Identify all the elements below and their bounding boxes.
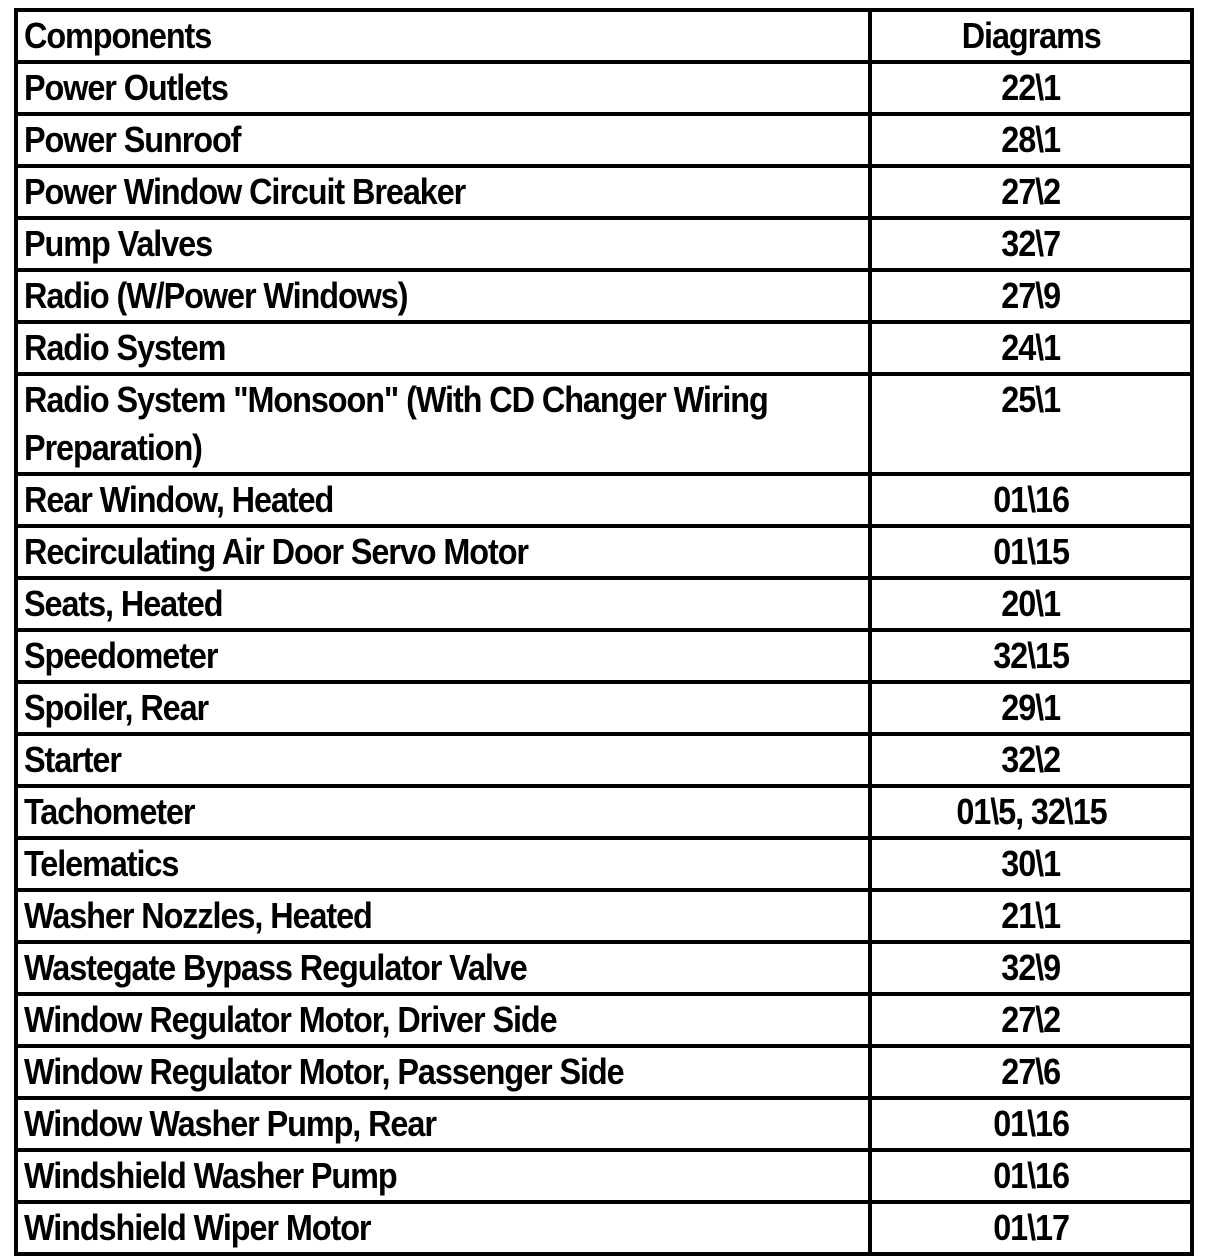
diagram-cell (870, 166, 1192, 218)
table-row (16, 218, 1192, 270)
component-cell (16, 630, 870, 682)
component-text: Power Window Circuit Breaker (24, 171, 466, 212)
components-diagrams-table-wrapper (14, 8, 1190, 1256)
diagram-text: 27\2 (1001, 171, 1061, 212)
component-text: Speedometer (24, 635, 218, 676)
diagram-text: 22\1 (1001, 67, 1061, 108)
diagram-text: 27\9 (1001, 275, 1061, 316)
diagram-cell (870, 890, 1192, 942)
table-row (16, 890, 1192, 942)
component-cell (16, 578, 870, 630)
component-cell (16, 474, 870, 526)
table-row (16, 270, 1192, 322)
header-components-label: Components (24, 15, 212, 56)
component-text: Seats, Heated (24, 583, 223, 624)
component-text: Radio System "Monsoon" (With CD Changer Wiring Preparation) (24, 379, 768, 468)
component-text: Washer Nozzles, Heated (24, 895, 372, 936)
diagram-cell (870, 734, 1192, 786)
component-text: Power Outlets (24, 67, 228, 108)
table-row (16, 994, 1192, 1046)
table-row (16, 942, 1192, 994)
component-text: Starter (24, 739, 121, 780)
table-row (16, 786, 1192, 838)
diagram-cell (870, 838, 1192, 890)
header-components (16, 10, 870, 62)
component-cell (16, 114, 870, 166)
component-text: Pump Valves (24, 223, 213, 264)
diagram-cell (870, 578, 1192, 630)
table-row (16, 630, 1192, 682)
component-cell (16, 942, 870, 994)
component-text: Window Regulator Motor, Driver Side (24, 999, 557, 1040)
diagram-text: 32\7 (1001, 223, 1061, 264)
components-diagrams-table (14, 8, 1194, 1256)
header-diagrams-label: Diagrams (961, 15, 1101, 56)
diagram-cell (870, 786, 1192, 838)
diagram-text: 01\17 (993, 1207, 1069, 1248)
diagram-text: 32\2 (1001, 739, 1061, 780)
component-cell (16, 1202, 870, 1254)
table-row (16, 62, 1192, 114)
diagram-cell (870, 994, 1192, 1046)
table-body (16, 62, 1192, 1254)
component-cell (16, 374, 870, 474)
component-cell (16, 218, 870, 270)
component-cell (16, 270, 870, 322)
component-text: Tachometer (24, 791, 195, 832)
diagram-cell (870, 374, 1192, 474)
component-cell (16, 526, 870, 578)
diagram-text: 27\2 (1001, 999, 1061, 1040)
component-text: Power Sunroof (24, 119, 241, 160)
component-cell (16, 1046, 870, 1098)
diagram-text: 27\6 (1001, 1051, 1061, 1092)
diagram-cell (870, 218, 1192, 270)
diagram-text: 24\1 (1001, 327, 1061, 368)
diagram-text: 01\16 (993, 479, 1069, 520)
diagram-cell (870, 526, 1192, 578)
component-text: Radio (W/Power Windows) (24, 275, 408, 316)
diagram-text: 21\1 (1001, 895, 1061, 936)
table-row (16, 734, 1192, 786)
diagram-cell (870, 1150, 1192, 1202)
component-cell (16, 838, 870, 890)
diagram-cell (870, 630, 1192, 682)
component-text: Window Washer Pump, Rear (24, 1103, 436, 1144)
diagram-cell (870, 1046, 1192, 1098)
table-row (16, 1098, 1192, 1150)
diagram-text: 32\15 (993, 635, 1069, 676)
diagram-cell (870, 270, 1192, 322)
table-row (16, 1046, 1192, 1098)
component-text: Windshield Washer Pump (24, 1155, 397, 1196)
component-cell (16, 786, 870, 838)
table-row (16, 322, 1192, 374)
diagram-text: 20\1 (1001, 583, 1061, 624)
table-row (16, 166, 1192, 218)
component-text: Recirculating Air Door Servo Motor (24, 531, 528, 572)
table-row (16, 578, 1192, 630)
table-row (16, 374, 1192, 474)
component-cell (16, 994, 870, 1046)
diagram-text: 32\9 (1001, 947, 1061, 988)
component-cell (16, 62, 870, 114)
component-text: Radio System (24, 327, 226, 368)
diagram-text: 29\1 (1001, 687, 1061, 728)
component-cell (16, 890, 870, 942)
table-row (16, 114, 1192, 166)
diagram-cell (870, 1098, 1192, 1150)
diagram-text: 01\16 (993, 1103, 1069, 1144)
diagram-text: 30\1 (1001, 843, 1061, 884)
component-cell (16, 322, 870, 374)
component-text: Wastegate Bypass Regulator Valve (24, 947, 527, 988)
table-row (16, 838, 1192, 890)
diagram-text: 01\15 (993, 531, 1069, 572)
diagram-cell (870, 682, 1192, 734)
diagram-cell (870, 942, 1192, 994)
diagram-text: 28\1 (1001, 119, 1061, 160)
table-row (16, 474, 1192, 526)
component-text: Windshield Wiper Motor (24, 1207, 371, 1248)
diagram-text: 25\1 (1001, 379, 1061, 420)
diagram-cell (870, 1202, 1192, 1254)
component-cell (16, 1150, 870, 1202)
table-row (16, 526, 1192, 578)
component-text: Window Regulator Motor, Passenger Side (24, 1051, 624, 1092)
diagram-cell (870, 474, 1192, 526)
diagram-text: 01\5, 32\15 (955, 791, 1107, 832)
component-cell (16, 734, 870, 786)
diagram-cell (870, 322, 1192, 374)
diagram-cell (870, 114, 1192, 166)
diagram-text: 01\16 (993, 1155, 1069, 1196)
component-text: Telematics (24, 843, 179, 884)
component-cell (16, 682, 870, 734)
header-diagrams (870, 10, 1192, 62)
component-text: Rear Window, Heated (24, 479, 334, 520)
table-row (16, 682, 1192, 734)
component-text: Spoiler, Rear (24, 687, 209, 728)
diagram-cell (870, 62, 1192, 114)
table-row (16, 1202, 1192, 1254)
component-cell (16, 1098, 870, 1150)
component-cell (16, 166, 870, 218)
table-row (16, 1150, 1192, 1202)
table-header-row (16, 10, 1192, 62)
